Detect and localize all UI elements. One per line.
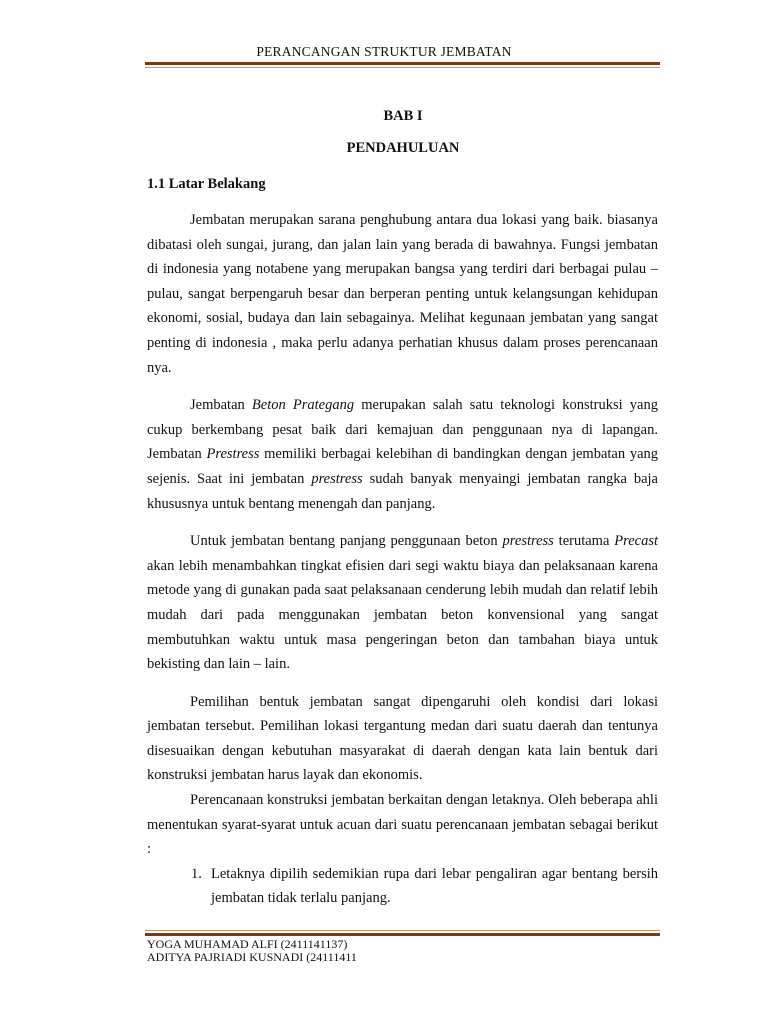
header-rule-thin [145, 67, 660, 68]
paragraph: Jembatan Beton Prategang merupakan salah satu teknologi konstruksi yang cukup berkembang pesat baik dari kemajuan dan penggunaan nya di lapangan. Jembatan Prestress memiliki berbagai kelebihan di bandingkan dengan jembatan yang sejenis. Saat ini jembatan prestress sudah banyak menyaingi jembatan rangka baja khususnya untuk bentang menengah dan panjang. [147, 397, 659, 512]
italic-term: Prestress [206, 446, 260, 463]
paragraph: Perencanaan konstruksi jembatan berkaitan dengan letaknya. Oleh beberapa ahli menentukan syarat-syarat untuk acuan dari suatu perencanaan jembatan sebagai berikut : [147, 792, 658, 858]
paragraph: Jembatan merupakan sarana penghubung antara dua lokasi yang baik. biasanya dibatasi oleh sungai, jurang, dan jalan lain yang berada di bawahnya. Fungsi jembatan di indonesia yang notabene yang merupakan bangsa yang terdiri dari berbagai pulau – pulau, sangat berpengaruh besar dan berperan penting untuk kelangsungan kehidupan ekonomi, sosial, budaya dan lain sebagainya. Melihat kegunaan jembatan yang sangat penting di indonesia , maka perlu adanya perhatian khusus dalam proses perencanaan nya. [147, 212, 658, 376]
paragraph: Pemilihan bentuk jembatan sangat dipengaruhi oleh kondisi dari lokasi jembatan tersebut. Pemilihan lokasi tergantung medan dari suatu daerah dan tentunya disesuaikan dengan kebutuhan masyarakat di daerah dengan kata lain bentuk dari konstruksi jembatan harus layak dan ekonomis. [147, 693, 658, 784]
list-item [191, 862, 658, 911]
section-heading: 1.1 Latar Belakang [147, 176, 266, 192]
list-item-number: 1. [191, 865, 202, 882]
footer-rule-thick [145, 933, 660, 936]
header-rule-thick [145, 62, 660, 65]
chapter-number: BAB I [383, 108, 423, 124]
running-header-title: PERANCANGAN STRUKTUR JEMBATAN [256, 44, 512, 59]
chapter-title: PENDAHULUAN [346, 140, 460, 156]
italic-term: Precast [614, 533, 658, 550]
footer-author-2: ADITYA PAJRIADI KUSNADI (24111411 [147, 950, 357, 964]
footer-rule-thin [145, 930, 660, 931]
footer-authors [147, 938, 357, 964]
italic-term: Beton Prategang [251, 397, 355, 414]
numbered-list [147, 862, 658, 911]
italic-term: prestress [502, 533, 554, 550]
italic-term: prestress [311, 470, 363, 487]
paragraph: Untuk jembatan bentang panjang penggunaan beton prestress terutama Precast akan lebih menambahkan tingkat efisien dari segi waktu biaya dan pelaksanaan karena metode yang di gunakan pada saat pelaksanaan cenderung lebih mudah dan relatif lebih mudah dari pada menggunakan jembatan beton konvensional yang sangat membutuhkan waktu untuk masa pengeringan beton dan tambahan biaya untuk bekisting dan lain – lain. [147, 533, 658, 673]
body-text [147, 208, 658, 911]
list-item-text: Letaknya dipilih sedemikian rupa dari lebar pengaliran agar bentang bersih jembatan tidak terlalu panjang. [211, 865, 658, 907]
footer-author-1: YOGA MUHAMAD ALFI (2411141137) [147, 937, 348, 951]
